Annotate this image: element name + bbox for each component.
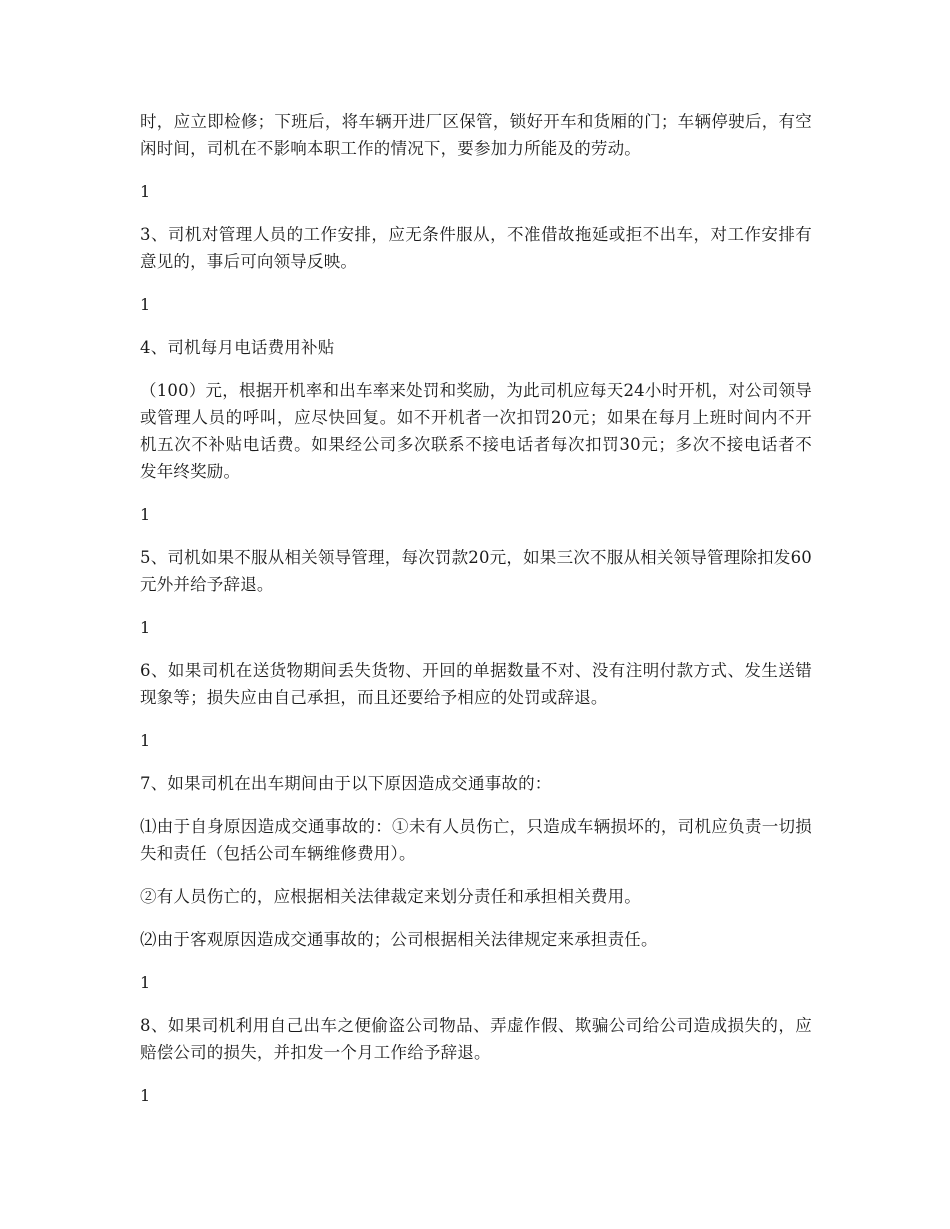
document-page [140, 108, 812, 1125]
paragraph-rule-7-item-1b: ②有人员伤亡的，应根据相关法律裁定来划分责任和承担相关费用。 [140, 887, 641, 906]
paragraph-continuation: 时，应立即检修；下班后，将车辆开进厂区保管，锁好开车和货厢的门；车辆停驶后，有空闲时间，司机在不影响本职工作的情况下，要参加力所能及的劳动。 [140, 112, 812, 158]
paragraph-rule-5: 5、司机如果不服从相关领导管理，每次罚款20元，如果三次不服从相关领导管理除扣发60元外并给予辞退。 [140, 548, 812, 594]
page-number-marker: 1 [140, 295, 151, 314]
page-number-marker: 1 [140, 505, 151, 524]
paragraph-rule-7: 7、如果司机在出车期间由于以下原因造成交通事故的： [140, 774, 552, 793]
paragraph-rule-7-item-2: ⑵由于客观原因造成交通事故的；公司根据相关法律规定来承担责任。 [140, 930, 658, 949]
paragraph-rule-7-item-1: ⑴由于自身原因造成交通事故的：①未有人员伤亡，只造成车辆损坏的，司机应负责一切损失和责任（包括公司车辆维修费用）。 [140, 817, 812, 863]
page-number-marker: 1 [140, 1086, 151, 1105]
page-number-marker: 1 [140, 182, 151, 201]
paragraph-rule-4-body: （100）元，根据开机率和出车率来处罚和奖励，为此司机应每天24小时开机，对公司领导或管理人员的呼叫，应尽快回复。如不开机者一次扣罚20元；如果在每月上班时间内不开机五次不补贴电话费。如果经公司多次联系不接电话者每次扣罚30元；多次不接电话者不发年终奖励。 [140, 381, 812, 481]
paragraph-rule-6: 6、如果司机在送货物期间丢失货物、开回的单据数量不对、没有注明付款方式、发生送错现象等；损失应由自己承担，而且还要给予相应的处罚或辞退。 [140, 661, 812, 707]
page-number-marker: 1 [140, 973, 151, 992]
paragraph-rule-8: 8、如果司机利用自己出车之便偷盗公司物品、弄虚作假、欺骗公司给公司造成损失的，应赔偿公司的损失，并扣发一个月工作给予辞退。 [140, 1016, 812, 1062]
paragraph-rule-3: 3、司机对管理人员的工作安排，应无条件服从，不准借故拖延或拒不出车，对工作安排有意见的，事后可向领导反映。 [140, 225, 812, 271]
page-number-marker: 1 [140, 618, 151, 637]
paragraph-rule-4-heading: 4、司机每月电话费用补贴 [140, 338, 335, 357]
page-number-marker: 1 [140, 731, 151, 750]
